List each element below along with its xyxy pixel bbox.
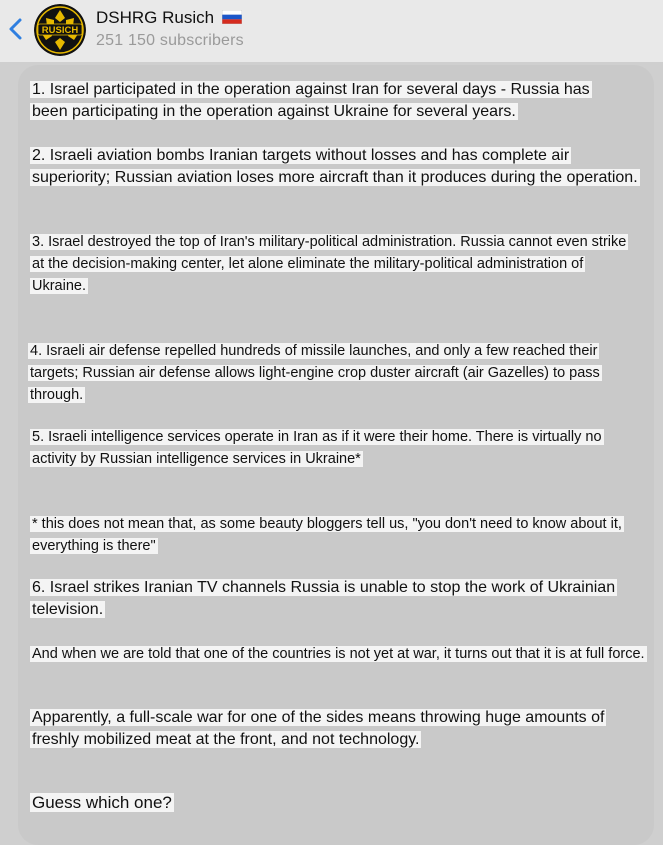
message-paragraph-8 (30, 707, 620, 751)
message-paragraph-5 (30, 426, 610, 470)
paragraph-text: 1. Israel participated in the operation against Iran for several days - Russia has been participating in the operation against Ukraine for several years. (32, 81, 590, 120)
russian-flag-icon (222, 10, 242, 24)
rusich-logo-icon (34, 4, 86, 56)
channel-avatar[interactable] (34, 4, 86, 56)
paragraph-text: 2. Israeli aviation bombs Iranian targets without losses and has complete air superiority; Russian aviation loses more aircraft than it produces during the operation. (32, 147, 638, 186)
message-footnote (30, 513, 640, 557)
paragraph-text: 5. Israeli intelligence services operate in Iran as if it were their home. There is virtually no activity by Russian intelligence services in Ukraine* (32, 429, 602, 467)
subscriber-count: 251 150 subscribers (96, 32, 244, 49)
paragraph-text: 6. Israel strikes Iranian TV channels Russia is unable to stop the work of Ukrainian television. (32, 579, 616, 618)
back-button[interactable] (3, 14, 29, 44)
paragraph-text: Apparently, a full-scale war for one of the sides means throwing huge amounts of freshly mobilized meat at the front, and not technology. (32, 709, 605, 748)
channel-header (0, 0, 663, 62)
paragraph-text: 3. Israel destroyed the top of Iran's military-political administration. Russia cannot even strike at the decision-making center, let alone eliminate the military-political administration of Ukraine. (32, 234, 627, 294)
paragraph-text: * this does not mean that, as some beauty bloggers tell us, "you don't need to know about it, everything is there" (32, 516, 622, 554)
paragraph-text: Guess which one? (32, 793, 172, 812)
message-paragraph-7 (30, 643, 650, 665)
channel-name[interactable]: DSHRG Rusich (96, 8, 215, 27)
paragraph-text: And when we are told that one of the countries is not yet at war, it turns out that it is at full force. (32, 646, 645, 662)
paragraph-text: 4. Israeli air defense repelled hundreds of missile launches, and only a few reached their targets; Russian air defense allows light-engine crop duster aircraft (air Gazelles) to pass through. (30, 343, 600, 403)
message-paragraph-2 (30, 145, 650, 189)
message-paragraph-6 (30, 577, 620, 621)
message-paragraph-4 (28, 340, 643, 406)
message-paragraph-9 (30, 792, 330, 814)
message-paragraph-3 (30, 231, 630, 297)
svg-text:RUSICH: RUSICH (41, 25, 79, 36)
message-paragraph-1 (30, 79, 620, 123)
chevron-left-icon (3, 14, 29, 44)
